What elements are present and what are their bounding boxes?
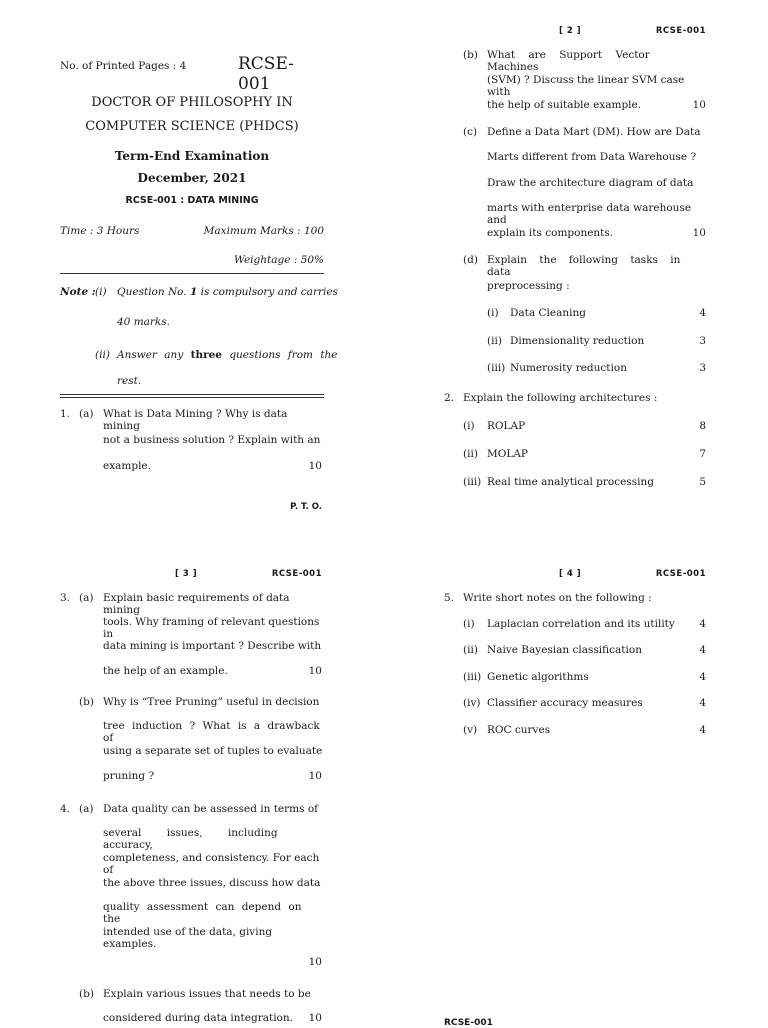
q1d-item-1-text: Data Cleaning bbox=[510, 307, 586, 319]
q3a-line-3: data mining is important ? Describe with bbox=[103, 640, 322, 652]
course-title: RCSE-001 : DATA MINING bbox=[125, 195, 259, 206]
weightage: Weightage : 50% bbox=[234, 254, 324, 266]
q1b-marks: 10 bbox=[692, 99, 706, 111]
q3-number: 3. bbox=[60, 592, 71, 604]
q3b-line-4: pruning ? bbox=[103, 770, 155, 782]
q5-item-1-num: (i) bbox=[463, 618, 475, 630]
q2-item-2-text: MOLAP bbox=[487, 448, 528, 460]
q3b-line-2: tree induction ? What is a drawback of bbox=[103, 720, 320, 744]
note-ii-num: (ii) bbox=[95, 349, 110, 361]
q4a-line-2: several issues, including accuracy, bbox=[103, 827, 278, 851]
q1c-line-2: Marts different from Data Warehouse ? bbox=[487, 151, 697, 163]
degree-title-line2: COMPUTER SCIENCE (PHDCS) bbox=[85, 119, 299, 134]
q2-item-3-num: (iii) bbox=[463, 476, 482, 488]
q1d-item-2-marks: 3 bbox=[699, 335, 706, 347]
exam-date: December, 2021 bbox=[137, 171, 247, 185]
q3a-line-4: the help of an example. bbox=[103, 665, 228, 677]
footer-code-cutoff: RCSE-001 bbox=[444, 1018, 493, 1028]
q1b-line-2: (SVM) ? Discuss the linear SVM case with bbox=[487, 74, 685, 98]
q1d-item-3-num: (iii) bbox=[487, 362, 506, 374]
q5-number: 5. bbox=[444, 592, 455, 604]
q3b-line-1: Why is “Tree Pruning” useful in decision bbox=[103, 696, 320, 708]
q2-item-3-text: Real time analytical processing bbox=[487, 476, 654, 488]
q1c-marks: 10 bbox=[692, 227, 706, 239]
q4b-line-1: Explain various issues that needs to be bbox=[103, 988, 311, 1000]
q1c-line-4: marts with enterprise data warehouse and bbox=[487, 202, 692, 226]
q5-item-3-text: Genetic algorithms bbox=[487, 671, 589, 683]
note-i-part-b: is compulsory and carries bbox=[200, 286, 338, 298]
q2-item-2-num: (ii) bbox=[463, 448, 478, 460]
note-ii-part-a: Answer any bbox=[117, 349, 184, 361]
q4a-label: (a) bbox=[79, 803, 94, 815]
q5-item-4-num: (iv) bbox=[463, 697, 481, 709]
q4a-line-3: completeness, and consistency. For each of bbox=[103, 852, 320, 876]
q5-item-2-text: Naive Bayesian classification bbox=[487, 644, 642, 656]
q4b-marks: 10 bbox=[308, 1012, 322, 1024]
q5-text: Write short notes on the following : bbox=[463, 592, 652, 604]
q1d-item-1-num: (i) bbox=[487, 307, 499, 319]
q1c-line-1: Define a Data Mart (DM). How are Data bbox=[487, 126, 701, 138]
q1c-line-5: explain its components. bbox=[487, 227, 614, 239]
q1a-marks: 10 bbox=[308, 460, 322, 472]
q1d-item-3-marks: 3 bbox=[699, 362, 706, 374]
q5-item-1-text: Laplacian correlation and its utility bbox=[487, 618, 675, 630]
q1-number: 1. bbox=[60, 408, 71, 420]
q1d-item-2-num: (ii) bbox=[487, 335, 502, 347]
q1a-line-3: example. bbox=[103, 460, 151, 472]
q3a-line-1: Explain basic requirements of data mining bbox=[103, 592, 290, 616]
q5-item-3-marks: 4 bbox=[699, 671, 706, 683]
q1d-label: (d) bbox=[463, 254, 478, 266]
note-ii-line2: rest. bbox=[117, 375, 142, 387]
q2-item-2-marks: 7 bbox=[699, 448, 706, 460]
q2-item-1-marks: 8 bbox=[699, 420, 706, 432]
q5-item-4-marks: 4 bbox=[699, 697, 706, 709]
q1d-line-1: Explain the following tasks in data bbox=[487, 254, 681, 278]
q5-item-3-num: (iii) bbox=[463, 671, 482, 683]
q4a-line-5: quality assessment can depend on the bbox=[103, 901, 302, 925]
note-i-line2: 40 marks. bbox=[117, 316, 171, 328]
q5-item-5-marks: 4 bbox=[699, 724, 706, 736]
q3a-marks: 10 bbox=[308, 665, 322, 677]
page-3 bbox=[60, 0, 324, 1024]
page-3-code: RCSE-001 bbox=[271, 569, 322, 579]
q5-item-2-num: (ii) bbox=[463, 644, 478, 656]
q2-item-1-text: ROLAP bbox=[487, 420, 526, 432]
page-2-number: [ 2 ] bbox=[559, 26, 582, 36]
q1c-label: (c) bbox=[463, 126, 478, 138]
q1a-line-2: not a business solution ? Explain with an bbox=[103, 434, 321, 446]
note-ii-bold: three bbox=[190, 349, 222, 361]
q1d-line-2: preprocessing : bbox=[487, 280, 570, 292]
q3b-line-3: using a separate set of tuples to evaluate bbox=[103, 745, 323, 757]
time-allowed: Time : 3 Hours bbox=[60, 225, 140, 237]
q5-item-5-text: ROC curves bbox=[487, 724, 551, 736]
q1b-label: (b) bbox=[463, 49, 478, 61]
q2-number: 2. bbox=[444, 392, 455, 404]
q1d-item-3-text: Numerosity reduction bbox=[510, 362, 627, 374]
q4b-label: (b) bbox=[79, 988, 94, 1000]
note-ii-part-b: questions from the bbox=[229, 349, 338, 361]
paper-code: RCSE-001 bbox=[238, 54, 294, 94]
q3a-label: (a) bbox=[79, 592, 94, 604]
degree-title-line1: DOCTOR OF PHILOSOPHY IN bbox=[91, 95, 293, 110]
q2-text: Explain the following architectures : bbox=[463, 392, 658, 404]
q1d-item-2-text: Dimensionality reduction bbox=[510, 335, 645, 347]
page-4 bbox=[444, 0, 708, 1028]
max-marks: Maximum Marks : 100 bbox=[203, 225, 324, 237]
q1c-line-3: Draw the architecture diagram of data bbox=[487, 177, 694, 189]
q1a-label: (a) bbox=[79, 408, 94, 420]
note-label: Note : bbox=[60, 286, 96, 298]
printed-pages: No. of Printed Pages : 4 bbox=[60, 60, 187, 72]
note-i-num: (i) bbox=[95, 286, 107, 298]
q1b-line-3: the help of suitable example. bbox=[487, 99, 642, 111]
pto-label: P. T. O. bbox=[290, 502, 322, 512]
q2-item-3-marks: 5 bbox=[699, 476, 706, 488]
q3b-label: (b) bbox=[79, 696, 94, 708]
q1b-line-1: What are Support Vector Machines bbox=[487, 49, 650, 73]
q4a-line-6: intended use of the data, giving examples. bbox=[103, 926, 273, 950]
q4a-line-1: Data quality can be assessed in terms of bbox=[103, 803, 319, 815]
q4a-line-4: the above three issues, discuss how data bbox=[103, 877, 321, 889]
q4-number: 4. bbox=[60, 803, 71, 815]
q5-item-2-marks: 4 bbox=[699, 644, 706, 656]
exam-title: Term-End Examination bbox=[114, 149, 270, 163]
q2-item-1-num: (i) bbox=[463, 420, 475, 432]
page-2-code: RCSE-001 bbox=[655, 26, 706, 36]
q3a-line-2: tools. Why framing of relevant questions in bbox=[103, 616, 320, 640]
note-i-part-a: Question No. bbox=[117, 286, 187, 298]
q5-item-4-text: Classifier accuracy measures bbox=[487, 697, 643, 709]
q1a-line-1: What is Data Mining ? Why is data mining bbox=[103, 408, 288, 432]
q4a-marks: 10 bbox=[308, 956, 322, 968]
page-4-code: RCSE-001 bbox=[655, 569, 706, 579]
note-i-bold: 1 bbox=[189, 286, 198, 298]
q3b-marks: 10 bbox=[308, 770, 322, 782]
q5-item-1-marks: 4 bbox=[699, 618, 706, 630]
q5-item-5-num: (v) bbox=[463, 724, 478, 736]
page-3-number: [ 3 ] bbox=[175, 569, 198, 579]
q1d-item-1-marks: 4 bbox=[699, 307, 706, 319]
q4b-line-2: considered during data integration. bbox=[103, 1012, 293, 1024]
page-4-number: [ 4 ] bbox=[559, 569, 582, 579]
